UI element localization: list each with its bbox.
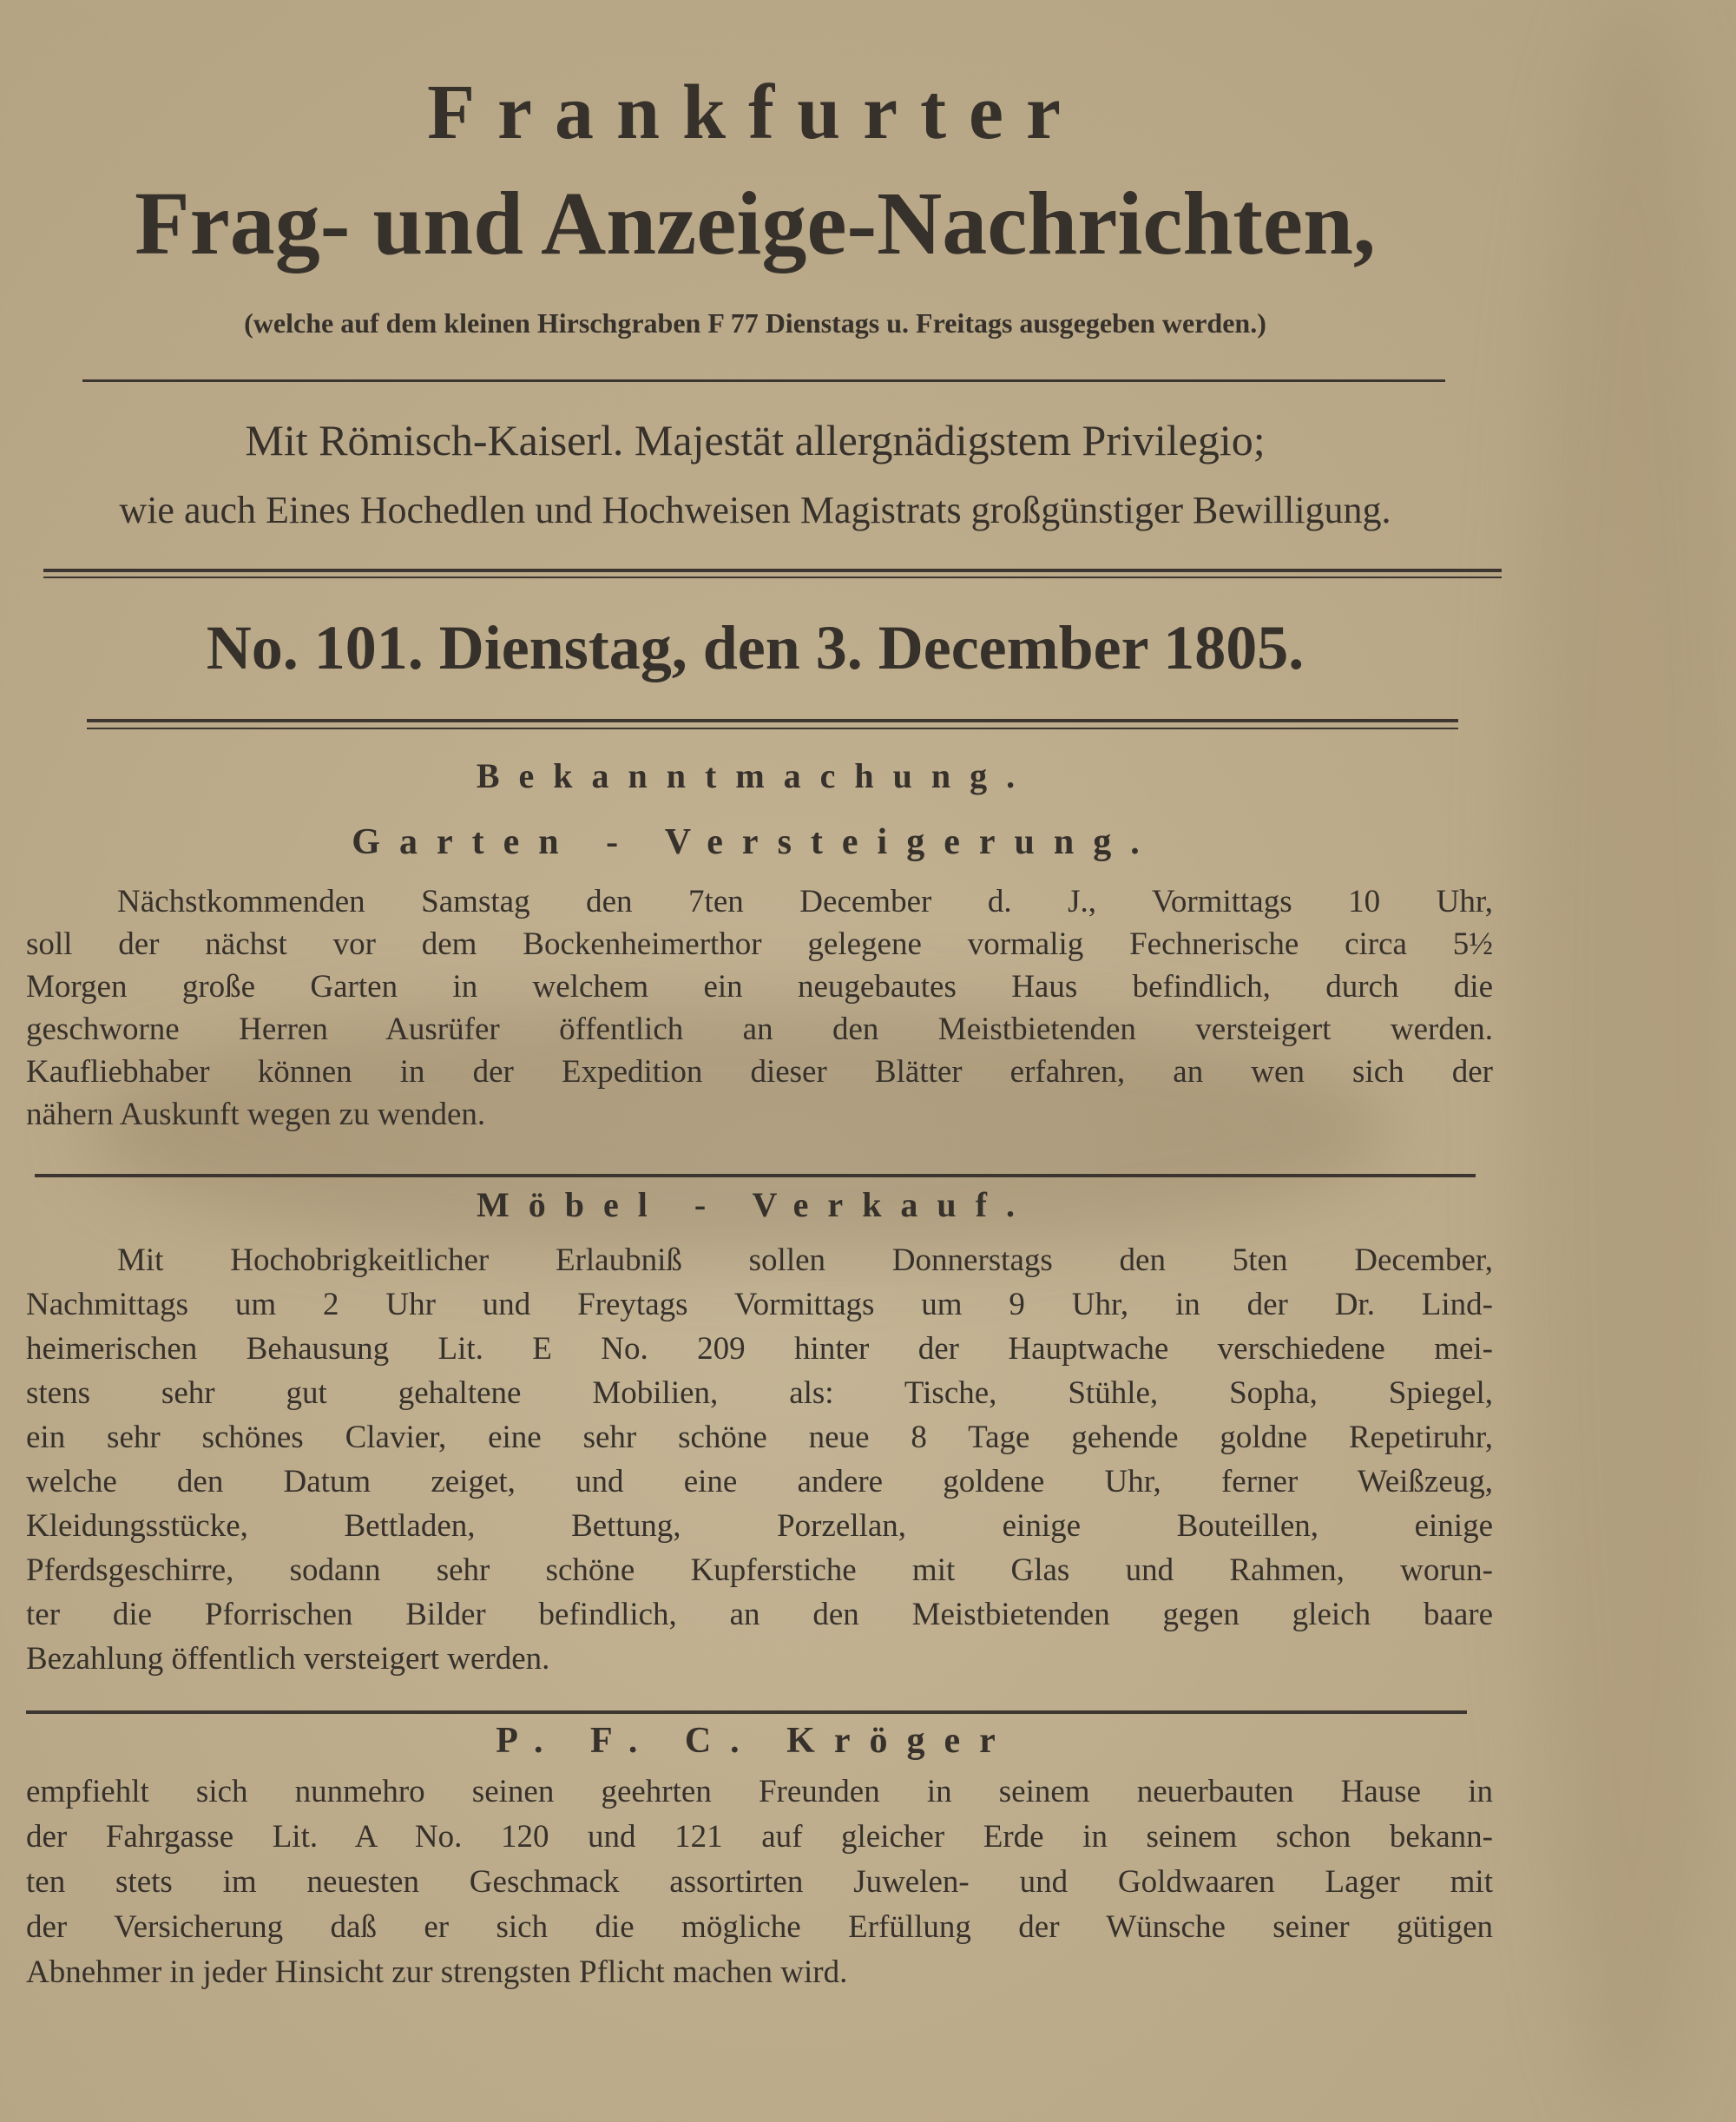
divider (82, 379, 1445, 382)
divider (87, 719, 1458, 722)
divider (43, 569, 1502, 572)
divider (26, 1710, 1467, 1714)
divider (87, 728, 1458, 729)
text-line: heimerischen Behausung Lit. E No. 209 hinter der Hauptwache verschiedene mei- (26, 1331, 1493, 1367)
text-line: soll der nächst vor dem Bockenheimerthor gelegene vormalig Fechnerische circa 5½ (26, 926, 1493, 962)
text-line: der Fahrgasse Lit. A No. 120 und 121 auf gleicher Erde in seinem schon bekann- (26, 1819, 1493, 1855)
section-heading: Möbel - Verkauf. (477, 1185, 1034, 1224)
text-line: der Versicherung daß er sich die mögliche Erfüllung der Wünsche seiner gütigen (26, 1909, 1493, 1945)
text-line: welche den Datum zeiget, und eine andere goldene Uhr, ferner Weißzeug, (26, 1464, 1493, 1499)
text-line: Pferdsgeschirre, sodann sehr schöne Kupferstiche mit Glas und Rahmen, worun- (26, 1552, 1493, 1588)
section-heading: P. F. C. Kröger (496, 1721, 1015, 1761)
issue-line: No. 101. Dienstag, den 3. December 1805. (206, 613, 1305, 682)
text-line: Morgen große Garten in welchem ein neugebautes Haus befindlich, durch die (26, 969, 1493, 1005)
divider (35, 1174, 1476, 1177)
text-line: ter die Pforrischen Bilder befindlich, an den Meistbietenden gegen gleich baare (26, 1597, 1493, 1632)
text-line: Nachmittags um 2 Uhr und Freytags Vormittags um 9 Uhr, in der Dr. Lind- (26, 1287, 1493, 1322)
section-heading: Bekanntmachung. (476, 756, 1035, 795)
text-line: geschworne Herren Ausrüfer öffentlich an den Meistbietenden versteigert werden. (26, 1012, 1493, 1047)
divider (43, 577, 1502, 578)
masthead-subtitle: (welche auf dem kleinen Hirschgraben F 77 Dienstags u. Freitags ausgegeben werden.) (244, 307, 1266, 339)
text-line: empfiehlt sich nunmehro seinen geehrten Freunden in seinem neuerbauten Hause in (26, 1774, 1493, 1809)
text-line: Mit Hochobrigkeitlicher Erlaubniß sollen Donnerstags den 5ten December, (117, 1242, 1493, 1278)
text-line: Nächstkommenden Samstag den 7ten December d. J., Vormittags 10 Uhr, (117, 884, 1493, 919)
privilege-line2: wie auch Eines Hochedlen und Hochweisen Magistrats großgünstiger Bewilligung. (119, 489, 1391, 531)
text-line: Abnehmer in jeder Hinsicht zur strengsten Pflicht machen wird. (26, 1954, 848, 1990)
text-line: ten stets im neuesten Geschmack assortirten Juwelen- und Goldwaaren Lager mit (26, 1864, 1493, 1900)
masthead-title-line2: Frag- und Anzeige-Nachrichten, (135, 174, 1376, 273)
text-line: Bezahlung öffentlich versteigert werden. (26, 1641, 550, 1677)
text-line: Kleidungsstücke, Bettladen, Bettung, Porzellan, einige Bouteillen, einige (26, 1508, 1493, 1544)
text-line: stens sehr gut gehaltene Mobilien, als: Tische, Stühle, Sopha, Spiegel, (26, 1375, 1493, 1411)
text-line: nähern Auskunft wegen zu wenden. (26, 1097, 486, 1132)
privilege-line1: Mit Römisch-Kaiserl. Majestät allergnädigstem Privilegio; (245, 416, 1266, 465)
paper-edge-shadow (1519, 0, 1736, 2122)
masthead-title-line1: Frankfurter (427, 69, 1083, 155)
section-subheading: Garten - Versteigerung. (352, 822, 1159, 862)
text-line: ein sehr schönes Clavier, eine sehr schöne neue 8 Tage gehende goldne Repetiruhr, (26, 1420, 1493, 1455)
text-line: Kaufliebhaber können in der Expedition dieser Blätter erfahren, an wen sich der (26, 1054, 1493, 1090)
